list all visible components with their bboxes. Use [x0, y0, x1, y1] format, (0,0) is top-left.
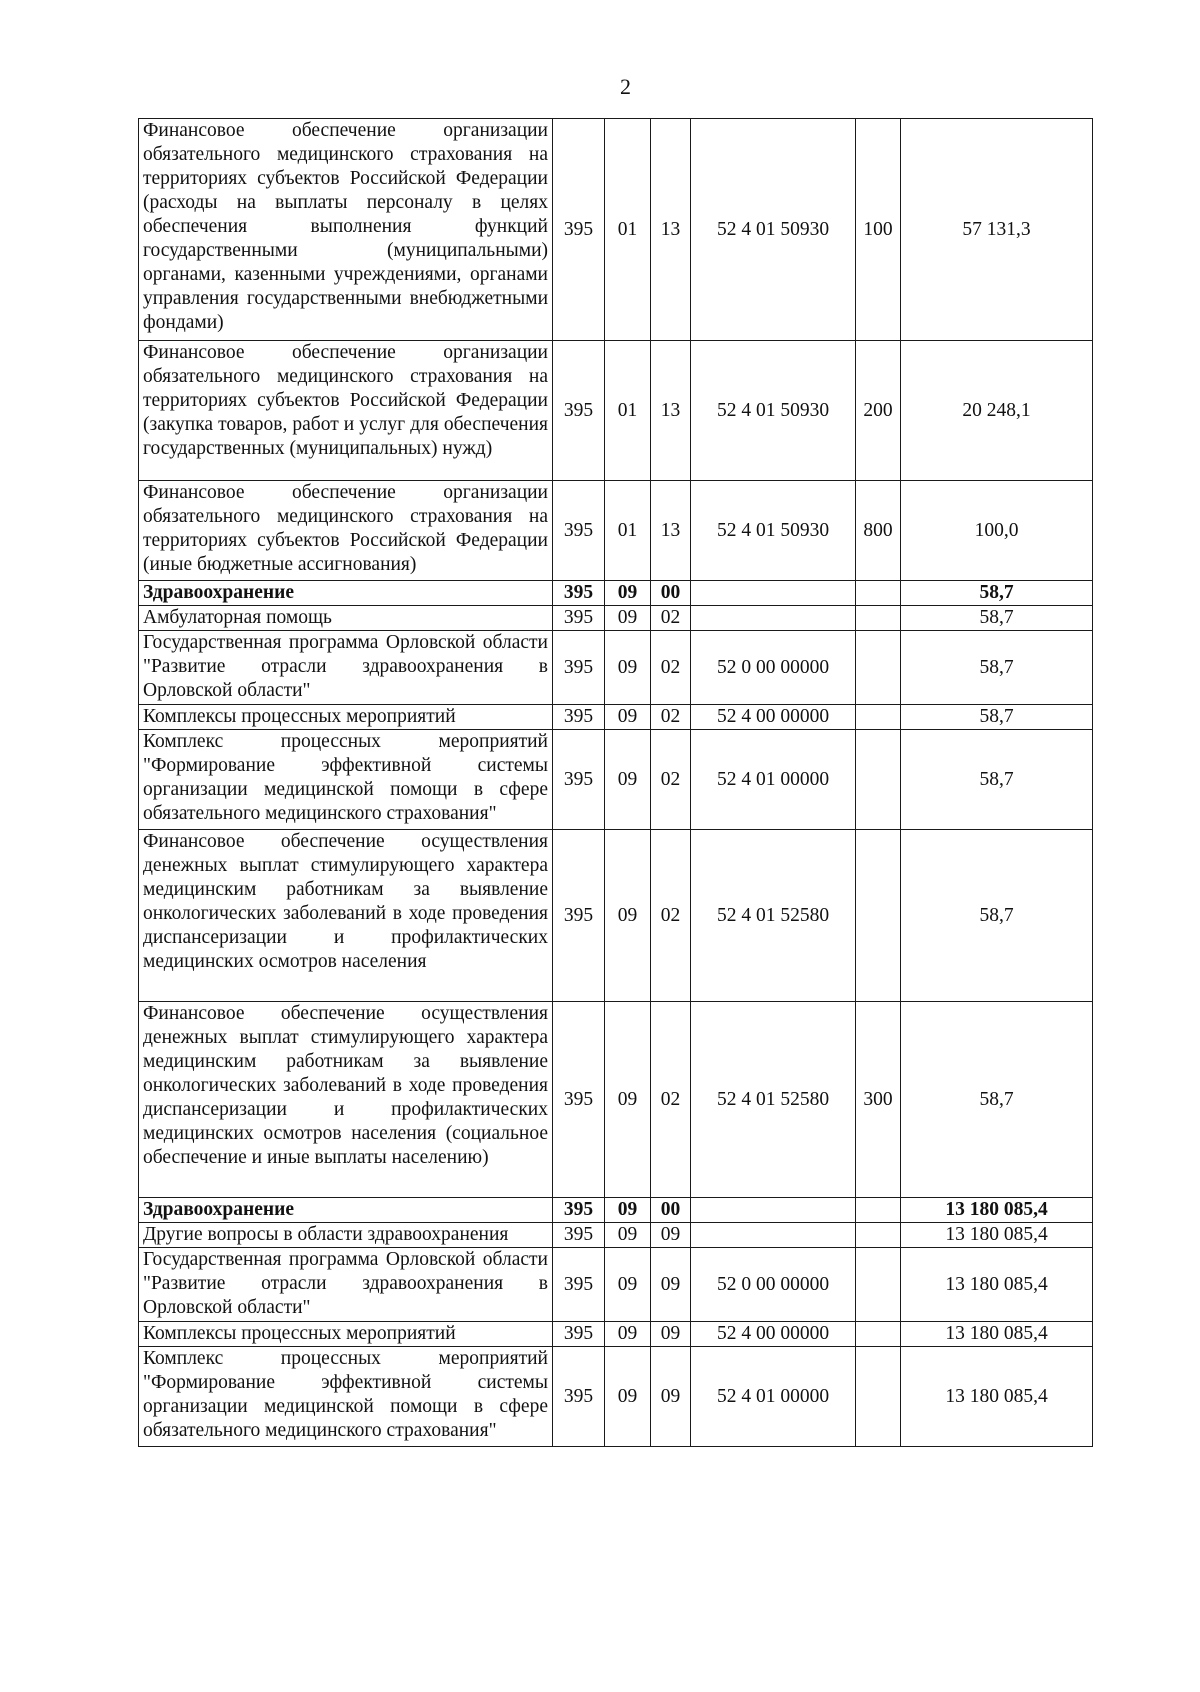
cell-rz: 09 [605, 705, 651, 730]
cell-sum [901, 631, 1093, 705]
cell-pr: 02 [651, 705, 691, 730]
sum-value: 57 131,3 [962, 218, 1031, 240]
table-row [139, 119, 1093, 341]
cell-cs: 52 4 01 00000 [691, 730, 856, 830]
cell-pr: 09 [651, 1322, 691, 1347]
cell-vr [856, 1322, 901, 1347]
cell-cs: 52 4 01 52580 [691, 830, 856, 1002]
table-row [139, 730, 1093, 830]
row-name: Финансовое обеспечение осуществления денежных выплат стимулирующего характера медицинским работникам за выявление онкологических заболеваний в ходе проведения диспансеризации и профилактических медицинских осмотров населения (социальное обеспечение и иные выплаты населению) [139, 1002, 553, 1198]
row-name: Комплексы процессных мероприятий [139, 1322, 553, 1347]
cell-cs: 52 4 00 00000 [691, 1322, 856, 1347]
cell-vr [856, 830, 901, 1002]
cell-cs: 52 4 01 50930 [691, 481, 856, 581]
table-row [139, 1002, 1093, 1198]
row-name: Финансовое обеспечение организации обязательного медицинского страхования на территориях субъектов Российской Федерации (иные бюджетные ассигнования) [139, 481, 553, 581]
table-body [139, 119, 1093, 1447]
sum-value: 13 180 085,4 [945, 1273, 1048, 1295]
sum-value: 13 180 085,4 [945, 1199, 1048, 1220]
cell-gr: 395 [553, 1198, 605, 1223]
cell-pr: 02 [651, 606, 691, 631]
table-row [139, 581, 1093, 606]
cell-pr: 02 [651, 1002, 691, 1198]
cell-pr: 02 [651, 631, 691, 705]
cell-gr: 395 [553, 606, 605, 631]
cell-vr [856, 1198, 901, 1223]
table-row [139, 1198, 1093, 1223]
cell-gr: 395 [553, 581, 605, 606]
cell-gr: 395 [553, 341, 605, 481]
cell-rz: 01 [605, 341, 651, 481]
cell-vr [856, 1223, 901, 1248]
cell-vr: 100 [856, 119, 901, 341]
cell-vr [856, 606, 901, 631]
cell-vr: 300 [856, 1002, 901, 1198]
cell-cs: 52 4 01 00000 [691, 1347, 856, 1447]
cell-rz: 09 [605, 1347, 651, 1447]
sum-value: 13 180 085,4 [945, 1224, 1048, 1245]
sum-value: 58,7 [979, 582, 1014, 603]
cell-vr: 200 [856, 341, 901, 481]
cell-sum [901, 481, 1093, 581]
cell-pr: 09 [651, 1248, 691, 1322]
cell-pr: 13 [651, 341, 691, 481]
table-row [139, 1322, 1093, 1347]
cell-rz: 09 [605, 1248, 651, 1322]
row-name: Государственная программа Орловской области "Развитие отрасли здравоохранения в Орловской области" [139, 1248, 553, 1322]
cell-sum [901, 1248, 1093, 1322]
cell-gr: 395 [553, 481, 605, 581]
row-name: Амбулаторная помощь [139, 606, 553, 631]
row-name: Комплексы процессных мероприятий [139, 705, 553, 730]
cell-cs [691, 1223, 856, 1248]
table-row [139, 705, 1093, 730]
cell-rz: 09 [605, 1198, 651, 1223]
cell-vr [856, 1248, 901, 1322]
cell-cs [691, 606, 856, 631]
cell-rz: 09 [605, 631, 651, 705]
row-name: Государственная программа Орловской области "Развитие отрасли здравоохранения в Орловской области" [139, 631, 553, 705]
cell-pr: 00 [651, 581, 691, 606]
cell-gr: 395 [553, 830, 605, 1002]
row-name: Комплекс процессных мероприятий "Формирование эффективной системы организации медицинской помощи в сфере обязательного медицинского страхования" [139, 730, 553, 830]
cell-vr [856, 705, 901, 730]
cell-pr: 09 [651, 1347, 691, 1447]
cell-cs: 52 0 00 00000 [691, 1248, 856, 1322]
cell-vr [856, 730, 901, 830]
table-row [139, 341, 1093, 481]
cell-rz: 09 [605, 1002, 651, 1198]
sum-value: 58,7 [979, 904, 1014, 926]
cell-cs: 52 4 01 50930 [691, 341, 856, 481]
cell-pr: 09 [651, 1223, 691, 1248]
table-row [139, 631, 1093, 705]
cell-rz: 09 [605, 730, 651, 830]
cell-sum [901, 1347, 1093, 1447]
cell-rz: 01 [605, 481, 651, 581]
row-name: Финансовое обеспечение осуществления денежных выплат стимулирующего характера медицинским работникам за выявление онкологических заболеваний в ходе проведения диспансеризации и профилактических медицинских осмотров населения [139, 830, 553, 1002]
cell-gr: 395 [553, 1322, 605, 1347]
cell-rz: 09 [605, 606, 651, 631]
cell-sum [901, 705, 1093, 730]
sum-value: 13 180 085,4 [945, 1385, 1048, 1407]
cell-pr: 13 [651, 119, 691, 341]
cell-vr [856, 631, 901, 705]
cell-cs: 52 4 01 52580 [691, 1002, 856, 1198]
table-row [139, 481, 1093, 581]
cell-vr: 800 [856, 481, 901, 581]
cell-vr [856, 581, 901, 606]
cell-sum [901, 119, 1093, 341]
cell-gr: 395 [553, 1223, 605, 1248]
sum-value: 13 180 085,4 [945, 1323, 1048, 1344]
page-number: 2 [620, 74, 631, 99]
table-row [139, 1347, 1093, 1447]
cell-rz: 09 [605, 1223, 651, 1248]
row-name: Комплекс процессных мероприятий "Формирование эффективной системы организации медицинской помощи в сфере обязательного медицинского страхования" [139, 1347, 553, 1447]
cell-rz: 09 [605, 581, 651, 606]
sum-value: 58,7 [979, 706, 1014, 727]
sum-value: 58,7 [979, 768, 1014, 790]
sum-value: 58,7 [979, 656, 1014, 678]
cell-pr: 13 [651, 481, 691, 581]
cell-rz: 09 [605, 1322, 651, 1347]
cell-cs [691, 1198, 856, 1223]
row-name: Здравоохранение [139, 581, 553, 606]
row-name: Финансовое обеспечение организации обязательного медицинского страхования на территориях субъектов Российской Федерации (закупка товаров, работ и услуг для обеспечения государственных (муниципальных) нужд) [139, 341, 553, 481]
cell-vr [856, 1347, 901, 1447]
cell-sum [901, 830, 1093, 1002]
cell-rz: 09 [605, 830, 651, 1002]
cell-pr: 02 [651, 830, 691, 1002]
table-row [139, 1248, 1093, 1322]
row-name: Другие вопросы в области здравоохранения [139, 1223, 553, 1248]
sum-value: 58,7 [979, 1088, 1014, 1110]
cell-gr: 395 [553, 1347, 605, 1447]
cell-sum [901, 1002, 1093, 1198]
row-name: Здравоохранение [139, 1198, 553, 1223]
row-name: Финансовое обеспечение организации обязательного медицинского страхования на территориях субъектов Российской Федерации (расходы на выплаты персоналу в целях обеспечения выполнения функций государственными (муниципальными) органами, казенными учреждениями, органами управления государственными внебюджетными фондами) [139, 119, 553, 341]
budget-table [138, 118, 1093, 1447]
cell-cs: 52 4 00 00000 [691, 705, 856, 730]
cell-sum [901, 606, 1093, 631]
table-row [139, 1223, 1093, 1248]
cell-cs [691, 581, 856, 606]
sum-value: 20 248,1 [962, 399, 1031, 421]
table-row [139, 606, 1093, 631]
cell-gr: 395 [553, 631, 605, 705]
cell-sum [901, 341, 1093, 481]
cell-gr: 395 [553, 1002, 605, 1198]
sum-value: 58,7 [979, 607, 1014, 628]
cell-pr: 00 [651, 1198, 691, 1223]
cell-sum [901, 1223, 1093, 1248]
cell-gr: 395 [553, 119, 605, 341]
cell-cs: 52 0 00 00000 [691, 631, 856, 705]
table-row [139, 830, 1093, 1002]
cell-gr: 395 [553, 1248, 605, 1322]
cell-pr: 02 [651, 730, 691, 830]
cell-cs: 52 4 01 50930 [691, 119, 856, 341]
cell-rz: 01 [605, 119, 651, 341]
cell-sum [901, 581, 1093, 606]
cell-sum [901, 730, 1093, 830]
cell-sum [901, 1198, 1093, 1223]
cell-gr: 395 [553, 705, 605, 730]
cell-gr: 395 [553, 730, 605, 830]
cell-sum [901, 1322, 1093, 1347]
sum-value: 100,0 [974, 519, 1019, 541]
